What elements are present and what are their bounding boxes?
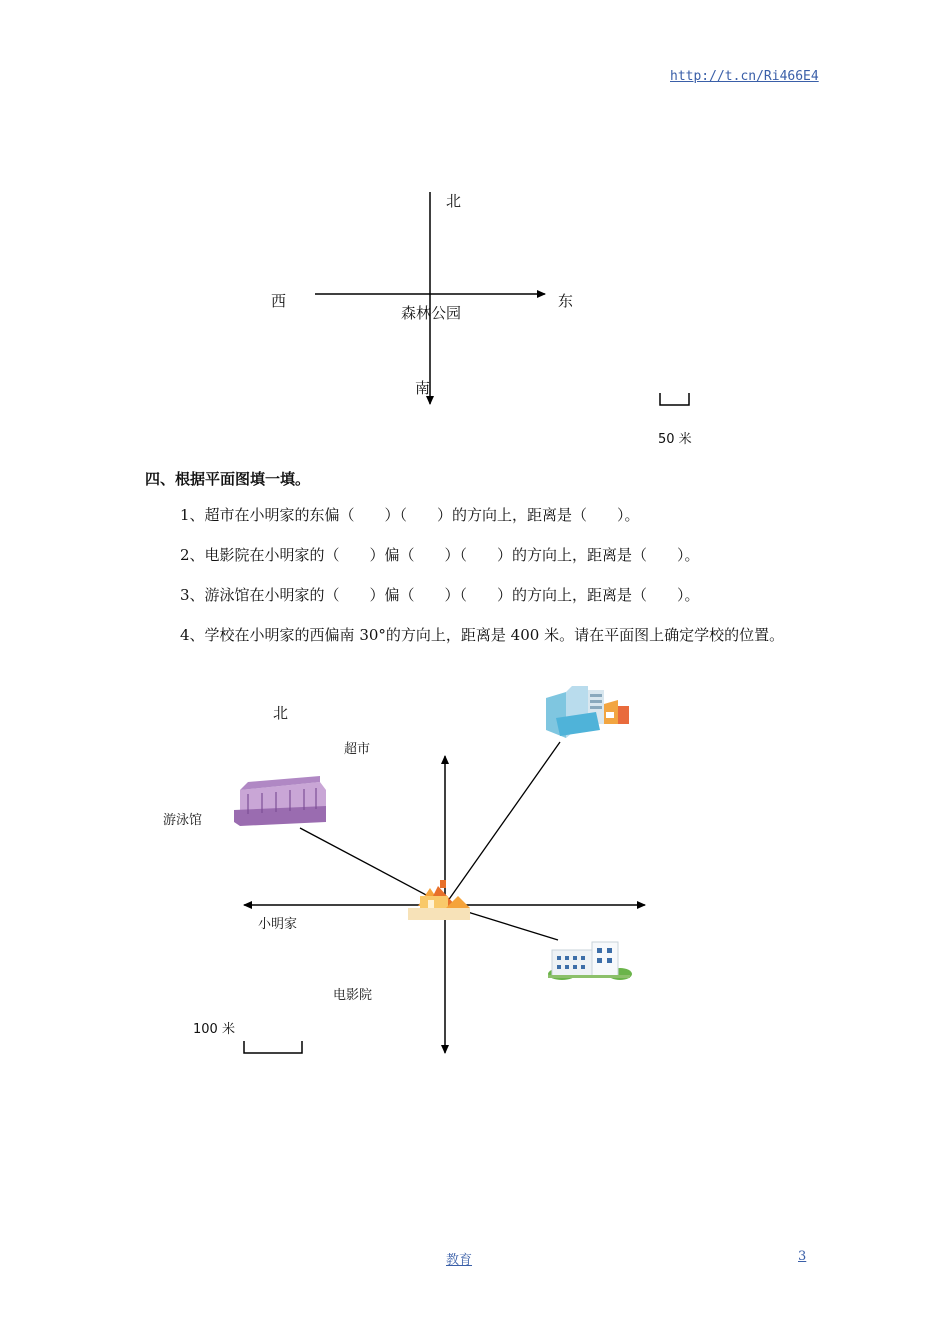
- compass-south-label: 南: [415, 379, 431, 397]
- question-4: 4、学校在小明家的西偏南 30°的方向上，距离是 400 米。请在平面图上确定学校的位置。: [180, 626, 785, 644]
- line-to-pool: [300, 828, 445, 905]
- home-label: 小明家: [258, 917, 298, 932]
- compass-center-label: 森林公园: [401, 304, 462, 322]
- scale-bar-100: [244, 1041, 302, 1053]
- compass-scale-label: 50 米: [658, 432, 692, 447]
- page-number[interactable]: 3: [798, 1249, 807, 1264]
- pool-label: 游泳馆: [163, 813, 203, 828]
- map-north-label: 北: [273, 704, 289, 722]
- header-url-link[interactable]: http://t.cn/Ri466E4: [670, 69, 819, 84]
- footer-edu-link[interactable]: 教育: [446, 1253, 473, 1268]
- line-to-supermarket: [445, 742, 560, 905]
- cinema-label: 电影院: [333, 988, 373, 1003]
- scale-bar-50: [660, 393, 689, 405]
- compass-west-label: 西: [271, 292, 287, 310]
- section-title: 四、根据平面图填一填。: [145, 470, 311, 488]
- question-2: 2、电影院在小明家的（ ）偏（ ）（ ）的方向上，距离是（ ）。: [180, 546, 700, 564]
- map-scale-label: 100 米: [193, 1022, 235, 1037]
- supermarket-label: 超市: [344, 742, 371, 757]
- supermarket-building-icon: [546, 686, 629, 738]
- home-house-icon: [408, 880, 470, 920]
- pool-building-icon: [234, 776, 326, 826]
- cinema-building-icon: [548, 942, 632, 980]
- compass-east-label: 东: [558, 292, 574, 310]
- question-1: 1、超市在小明家的东偏（ ）（ ）的方向上，距离是（ ）。: [180, 506, 640, 524]
- question-3: 3、游泳馆在小明家的（ ）偏（ ）（ ）的方向上，距离是（ ）。: [180, 586, 700, 604]
- compass-north-label: 北: [446, 192, 462, 210]
